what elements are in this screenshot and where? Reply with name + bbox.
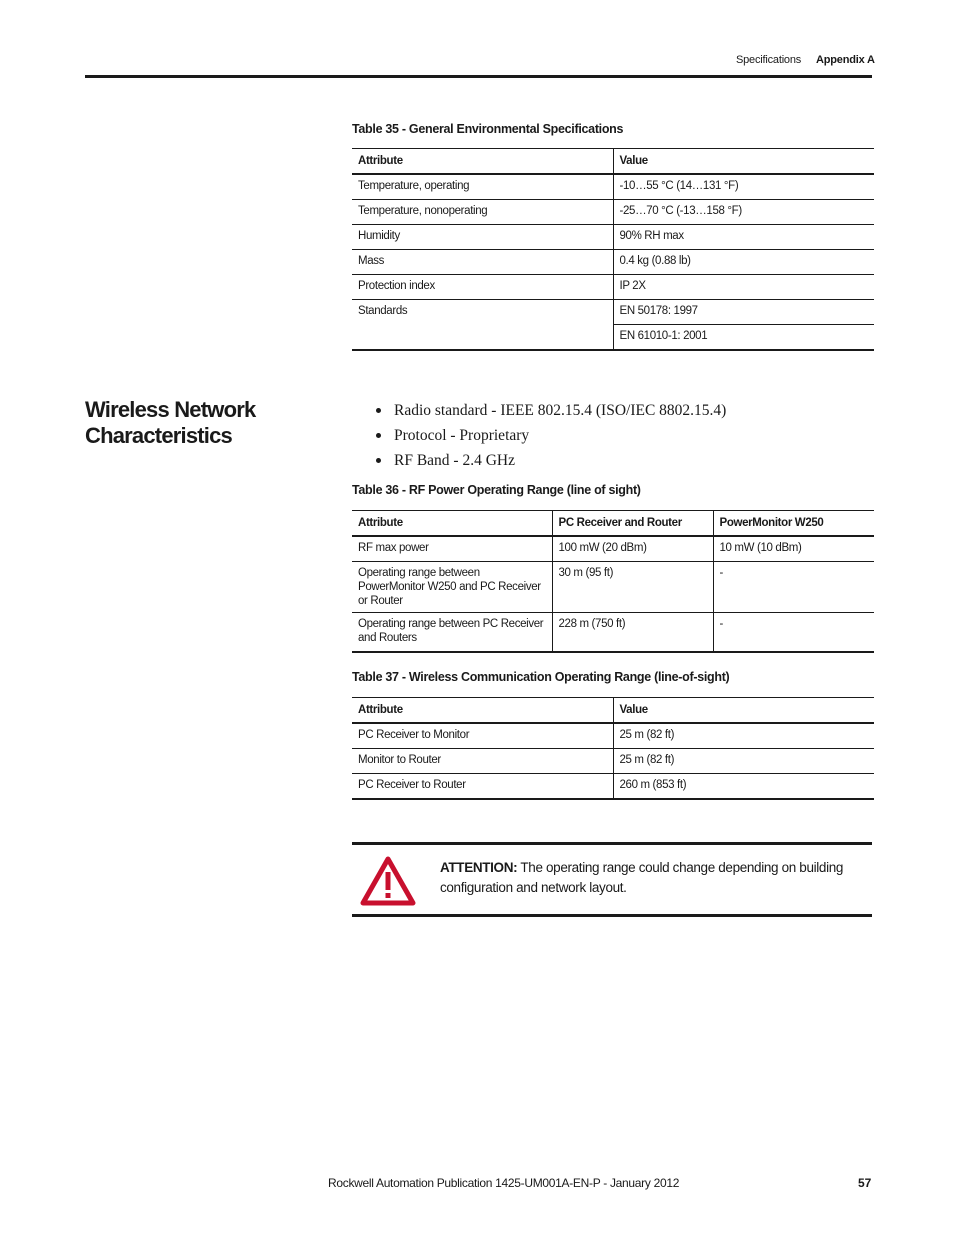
table-cell: PC Receiver to Router bbox=[352, 774, 613, 800]
bullet-list bbox=[374, 398, 726, 473]
column-header: Attribute bbox=[352, 511, 552, 537]
bullet-icon bbox=[376, 408, 381, 413]
list-item bbox=[374, 448, 726, 473]
section-heading: Wireless Network Characteristics bbox=[85, 397, 256, 448]
header-rule bbox=[85, 75, 872, 78]
table-cell: 25 m (82 ft) bbox=[613, 749, 874, 774]
page-number: 57 bbox=[858, 1176, 872, 1190]
table-cell: - bbox=[713, 613, 874, 653]
table-cell: EN 61010-1: 2001 bbox=[613, 325, 874, 351]
table-row bbox=[352, 275, 874, 300]
table-cell: 25 m (82 ft) bbox=[613, 723, 874, 749]
table-cell: 90% RH max bbox=[613, 225, 874, 250]
table35-caption: Table 35 - General Environmental Specifications bbox=[352, 122, 624, 136]
table-cell: Temperature, operating bbox=[352, 174, 613, 200]
list-item-text: Radio standard - IEEE 802.15.4 (ISO/IEC 8802.15.4) bbox=[394, 402, 727, 419]
table-cell: 100 mW (20 dBm) bbox=[552, 536, 713, 562]
table-cell: EN 50178: 1997 bbox=[613, 300, 874, 325]
bullet-icon bbox=[376, 433, 381, 438]
table35 bbox=[352, 148, 874, 351]
table36-caption: Table 36 - RF Power Operating Range (line of sight) bbox=[352, 483, 641, 497]
list-item bbox=[374, 423, 726, 448]
table-row bbox=[352, 536, 874, 562]
column-header: Attribute bbox=[352, 149, 613, 175]
table-cell: 10 mW (10 dBm) bbox=[713, 536, 874, 562]
list-item-text: RF Band - 2.4 GHz bbox=[394, 452, 515, 469]
list-item bbox=[374, 398, 726, 423]
table-header-row bbox=[352, 149, 874, 175]
table-row bbox=[352, 723, 874, 749]
table-cell: IP 2X bbox=[613, 275, 874, 300]
attention-text bbox=[440, 858, 860, 898]
table-row bbox=[352, 200, 874, 225]
table-cell: Operating range between PC Receiver and Routers bbox=[352, 613, 552, 653]
table-row bbox=[352, 225, 874, 250]
table-cell: -10…55 °C (14…131 °F) bbox=[613, 174, 874, 200]
table-row bbox=[352, 774, 874, 800]
table37 bbox=[352, 697, 874, 800]
table-cell: PC Receiver to Monitor bbox=[352, 723, 613, 749]
table-row bbox=[352, 250, 874, 275]
table-row bbox=[352, 562, 874, 613]
header-section-label: Specifications bbox=[736, 54, 802, 66]
table-cell: Mass bbox=[352, 250, 613, 275]
table-cell: RF max power bbox=[352, 536, 552, 562]
attention-box bbox=[352, 842, 872, 917]
attention-message: The operating range could change depending on building configuration and network layout. bbox=[440, 860, 844, 895]
footer-publication: Rockwell Automation Publication 1425-UM001A-EN-P - January 2012 bbox=[328, 1176, 680, 1190]
list-item-text: Protocol - Proprietary bbox=[394, 427, 530, 444]
table-cell: Standards bbox=[352, 300, 613, 351]
table36 bbox=[352, 510, 874, 653]
table-cell: 0.4 kg (0.88 lb) bbox=[613, 250, 874, 275]
table-row bbox=[352, 174, 874, 200]
table-header-row bbox=[352, 511, 874, 537]
table-cell: Monitor to Router bbox=[352, 749, 613, 774]
attention-label: ATTENTION: bbox=[440, 860, 518, 875]
table-cell: Protection index bbox=[352, 275, 613, 300]
table-cell: 260 m (853 ft) bbox=[613, 774, 874, 800]
column-header: PC Receiver and Router bbox=[552, 511, 713, 537]
table-cell: Temperature, nonoperating bbox=[352, 200, 613, 225]
table-cell: 228 m (750 ft) bbox=[552, 613, 713, 653]
table-row bbox=[352, 749, 874, 774]
table-cell: Operating range between PowerMonitor W250 and PC Receiver or Router bbox=[352, 562, 552, 613]
table-row bbox=[352, 300, 874, 325]
table-cell: -25…70 °C (-13…158 °F) bbox=[613, 200, 874, 225]
bullet-icon bbox=[376, 458, 381, 463]
table-cell: 30 m (95 ft) bbox=[552, 562, 713, 613]
table-row bbox=[352, 613, 874, 653]
column-header: Value bbox=[613, 698, 874, 724]
column-header: Attribute bbox=[352, 698, 613, 724]
header-appendix-label: Appendix A bbox=[816, 54, 875, 66]
warning-triangle-icon bbox=[360, 856, 416, 906]
column-header: PowerMonitor W250 bbox=[713, 511, 874, 537]
table-cell: - bbox=[713, 562, 874, 613]
column-header: Value bbox=[613, 149, 874, 175]
table37-caption: Table 37 - Wireless Communication Operating Range (line-of-sight) bbox=[352, 670, 730, 684]
table-cell: Humidity bbox=[352, 225, 613, 250]
table-header-row bbox=[352, 698, 874, 724]
